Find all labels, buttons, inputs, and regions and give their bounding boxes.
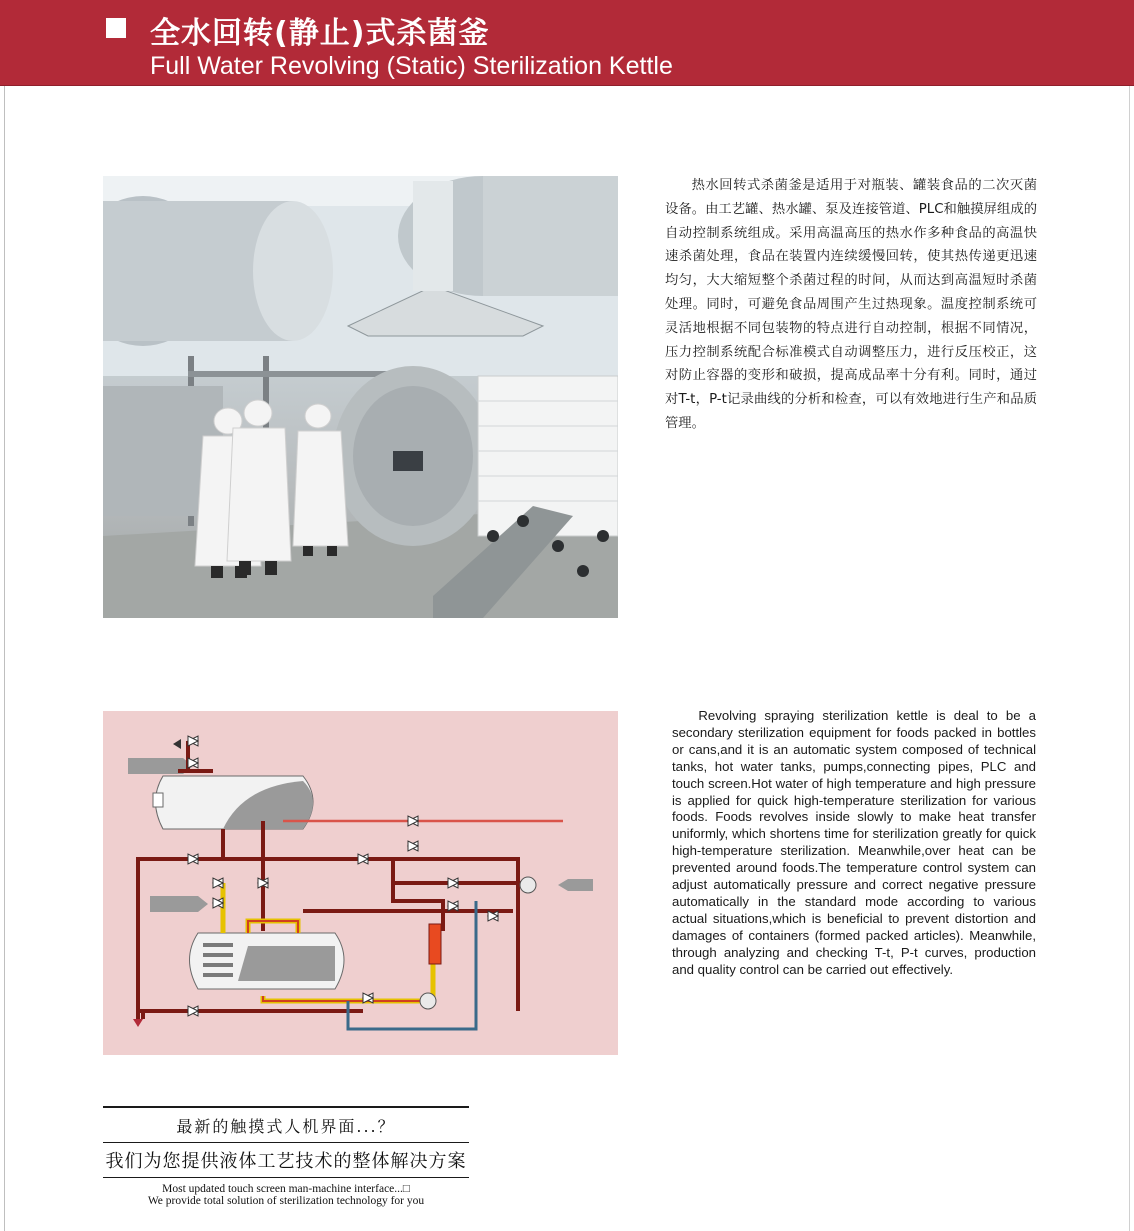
process-tank — [190, 933, 345, 989]
description-english: Revolving spraying sterilization kettle is deal to be a secondary sterilization equipment for foods packed in bottles or cans,and it is an automatic system composed of technical tanks, hot water tanks, pumps,connecting pipes, PLC and touch screen.Hot water of high temperature and high pressure is applied for quick high-temperature sterilization for various foods. Foods revolves inside slowly to make heat transfer uniformly, which shortens time for sterilization greatly for quick high-temperature sterilization. Meanwhile,over heat can be prevented around foods.The temperature control system can adjust automatically pressure and correct negative pressure automatically in the standard mode according to various actual situations,which is beneficial to prevent distortion and damages of containers (formed packed articles). Meanwhile, through analyzing and checking T-t, P-t curves, production and quality control can be carried out effectively. — [672, 708, 1036, 977]
slogan-top-rule — [103, 1106, 469, 1108]
slogan-middle-rule — [103, 1142, 469, 1143]
page-header — [0, 0, 1134, 86]
description-chinese: 热水回转式杀菌釜是适用于对瓶装、罐装食品的二次灭菌设备。由工艺罐、热水罐、泵及连接管道、PLC和触摸屏组成的自动控制系统组成。采用高温高压的热水作多种食品的高温快速杀菌处理，食品在装置内连续缓慢回转，使其热传递更迅速均匀，大大缩短整个杀菌过程的时间，从而达到高温短时杀菌处理。同时，可避免食品周围产生过热现象。温度控制系统可灵活地根据不同包装物的特点进行自动控制，根据不同情况，压力控制系统配合标准模式自动调整压力，进行反压校正，这对防止容器的变形和破损，提高成品率十分有利。同时，通过对T-t，P-t记录曲线的分析和检查，可以有效地进行生产和品质管理。 — [665, 178, 1037, 431]
header-square-icon — [106, 18, 126, 38]
right-margin-rule — [1129, 86, 1130, 1231]
slogan-line-en-2: We provide total solution of sterilization technology for you — [147, 1195, 425, 1207]
slogan-line-en-1: Most updated touch screen man-machine interface...□ — [162, 1183, 410, 1195]
air-inlet-arrow — [150, 896, 208, 912]
left-margin-rule — [4, 86, 5, 1231]
title-english: Full Water Revolving (Static) Sterilization Kettle — [150, 52, 673, 80]
slogan-box — [103, 1106, 469, 1207]
title-chinese: 全水回转(静止)式杀菌釜 — [150, 16, 490, 51]
water-inlet-arrow — [558, 879, 593, 891]
factory-photo — [103, 176, 618, 618]
slogan-line-cn-2: 我们为您提供液体工艺技术的整体解决方案 — [105, 1151, 467, 1172]
slogan-line-cn-1: 最新的触摸式人机界面...？ — [176, 1117, 396, 1136]
process-flow-diagram — [103, 711, 618, 1055]
slogan-bottom-rule — [103, 1177, 469, 1178]
